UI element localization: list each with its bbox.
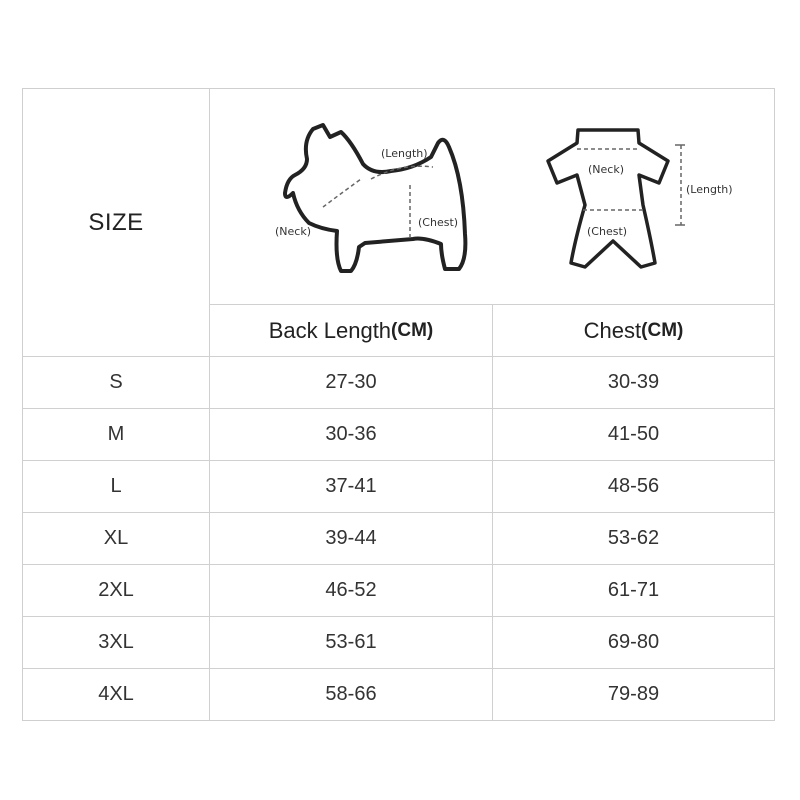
size-header: SIZE — [88, 208, 144, 236]
chest-cell: 48-56 — [607, 475, 660, 497]
shirt-neck-label: (Neck) — [588, 163, 624, 176]
back-length-cell: 53-61 — [325, 631, 377, 653]
shirt-length-label: (Length) — [686, 183, 733, 196]
chest-header — [493, 305, 774, 356]
shirt-chest-label: (Chest) — [587, 225, 628, 238]
column-unit: (CM) — [391, 319, 434, 341]
chest-cell: 41-50 — [607, 423, 660, 445]
size-cell: XL — [103, 527, 129, 549]
shirt-measurement-diagram — [543, 125, 763, 275]
size-cell: M — [107, 423, 125, 445]
size-cell: 2XL — [98, 579, 134, 601]
chest-cell: 79-89 — [607, 683, 660, 705]
size-cell: S — [109, 371, 123, 393]
size-chart-table — [22, 88, 775, 721]
back-length-cell: 30-36 — [325, 423, 377, 445]
back-length-cell: 37-41 — [325, 475, 377, 497]
back-length-cell: 39-44 — [325, 527, 377, 549]
chest-cell: 69-80 — [607, 631, 660, 653]
dog-length-label: (Length) — [381, 147, 428, 160]
chest-cell: 61-71 — [607, 579, 660, 601]
column-name: Back Length — [268, 317, 392, 343]
column-unit: (CM) — [641, 319, 684, 341]
chest-cell: 30-39 — [607, 371, 660, 393]
size-cell: L — [110, 475, 122, 497]
shirt-silhouette — [548, 130, 668, 267]
back-length-cell: 58-66 — [325, 683, 377, 705]
dog-chest-label: (Chest) — [418, 216, 459, 229]
back-length-header — [210, 305, 492, 356]
size-cell: 3XL — [98, 631, 134, 653]
dog-measurement-diagram — [273, 119, 478, 274]
dog-silhouette — [285, 125, 465, 271]
chest-cell: 53-62 — [607, 527, 660, 549]
back-length-cell: 46-52 — [325, 579, 377, 601]
dog-neck-label: (Neck) — [275, 225, 311, 238]
back-length-cell: 27-30 — [325, 371, 377, 393]
size-cell: 4XL — [98, 683, 134, 705]
column-name: Chest — [583, 317, 642, 343]
